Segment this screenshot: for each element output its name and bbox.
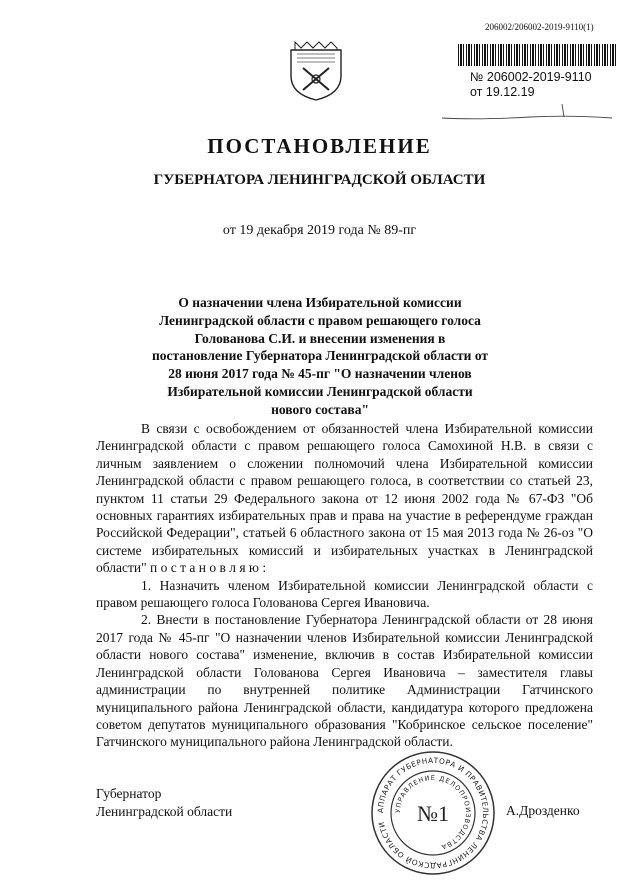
registration-number: № 206002-2019-9110	[470, 70, 592, 84]
document-reference: 206002/206002-2019-9110(1)	[485, 22, 594, 32]
document-title: ПОСТАНОВЛЕНИЕ	[207, 134, 432, 158]
document-date: от 19 декабря 2019 года № 89-пг	[222, 223, 417, 238]
registration-date: от 19.12.19	[470, 85, 535, 99]
official-stamp	[368, 748, 498, 878]
body-item-1: 1. Назначить членом Избирательной комиссии Ленинградской области с правом решающего голоса Голованова Сергея Ивановича.	[96, 577, 593, 611]
signatory-position-line2: Ленинградской области	[96, 804, 233, 819]
stamp-number: №1	[417, 801, 449, 826]
signatory-position	[96, 785, 232, 821]
document-subtitle: ГУБЕРНАТОРА ЛЕНИНГРАДСКОЙ ОБЛАСТИ	[153, 172, 486, 188]
handwritten-mark	[440, 100, 615, 122]
signatory-name: А.Дрозденко	[506, 803, 580, 818]
stamp-inner-text: УПРАВЛЕНИЕ ДЕЛОПРОИЗВОДСТВА	[393, 773, 473, 852]
document-body	[96, 420, 593, 751]
body-intro: В связи с освобождением от обязанностей члена Избирательной комиссии Ленинградской области с правом решающего голоса Самохиной Н.В. в связи с личным заявлением о сложении полномочий члена Избирательной комиссии Ленинградской области с правом решающего голоса, в соответствии со статьей 23, пунктом 11 статьи 29 Федерального закона от 12 июня 2002 года № 67-ФЗ "Об основных гарантиях избирательных прав и права на участие в референдуме граждан Российской Федерации", статьей 6 областного закона от 15 мая 2013 года № 26-оз "О системе избирательных комиссий и избирательных участках в Ленинградской области" п о с т а н о в л я ю :	[96, 421, 593, 576]
signatory-position-line1: Губернатор	[96, 786, 162, 801]
barcode	[458, 44, 618, 66]
body-item-2: 2. Внести в постановление Губернатора Ленинградской области от 28 июня 2017 года № 45-пг "О назначении членов Избирательной комиссии Ленинградской области нового состава" изменение, включив в состав Избирательной комиссии Ленинградской области Голованова Сергея Ивановича – заместителя главы администрации по внутренней политике Администрации Гатчинского муниципального района Ленинградской области, кандидатура которого предложена советом депутатов муниципального образования "Кобринское сельское поселение" Гатчинского муниципального района Ленинградской области.	[96, 612, 593, 750]
stamp-ring-text: АППАРАТ ГУБЕРНАТОРА И ПРАВИТЕЛЬСТВА ЛЕНИНГРАДСКОЙ ОБЛАСТИ	[375, 755, 491, 871]
document-heading: О назначении члена Избирательной комиссии Ленинградской области с правом решающего голоса Голованова С.И. и внесении изменения в постановление Губернатора Ленинградской области от 28 июня 2017 года № 45-пг "О назначении членов Избирательной комиссии Ленинградской области нового состава"	[151, 295, 489, 417]
coat-of-arms-emblem	[287, 38, 345, 102]
